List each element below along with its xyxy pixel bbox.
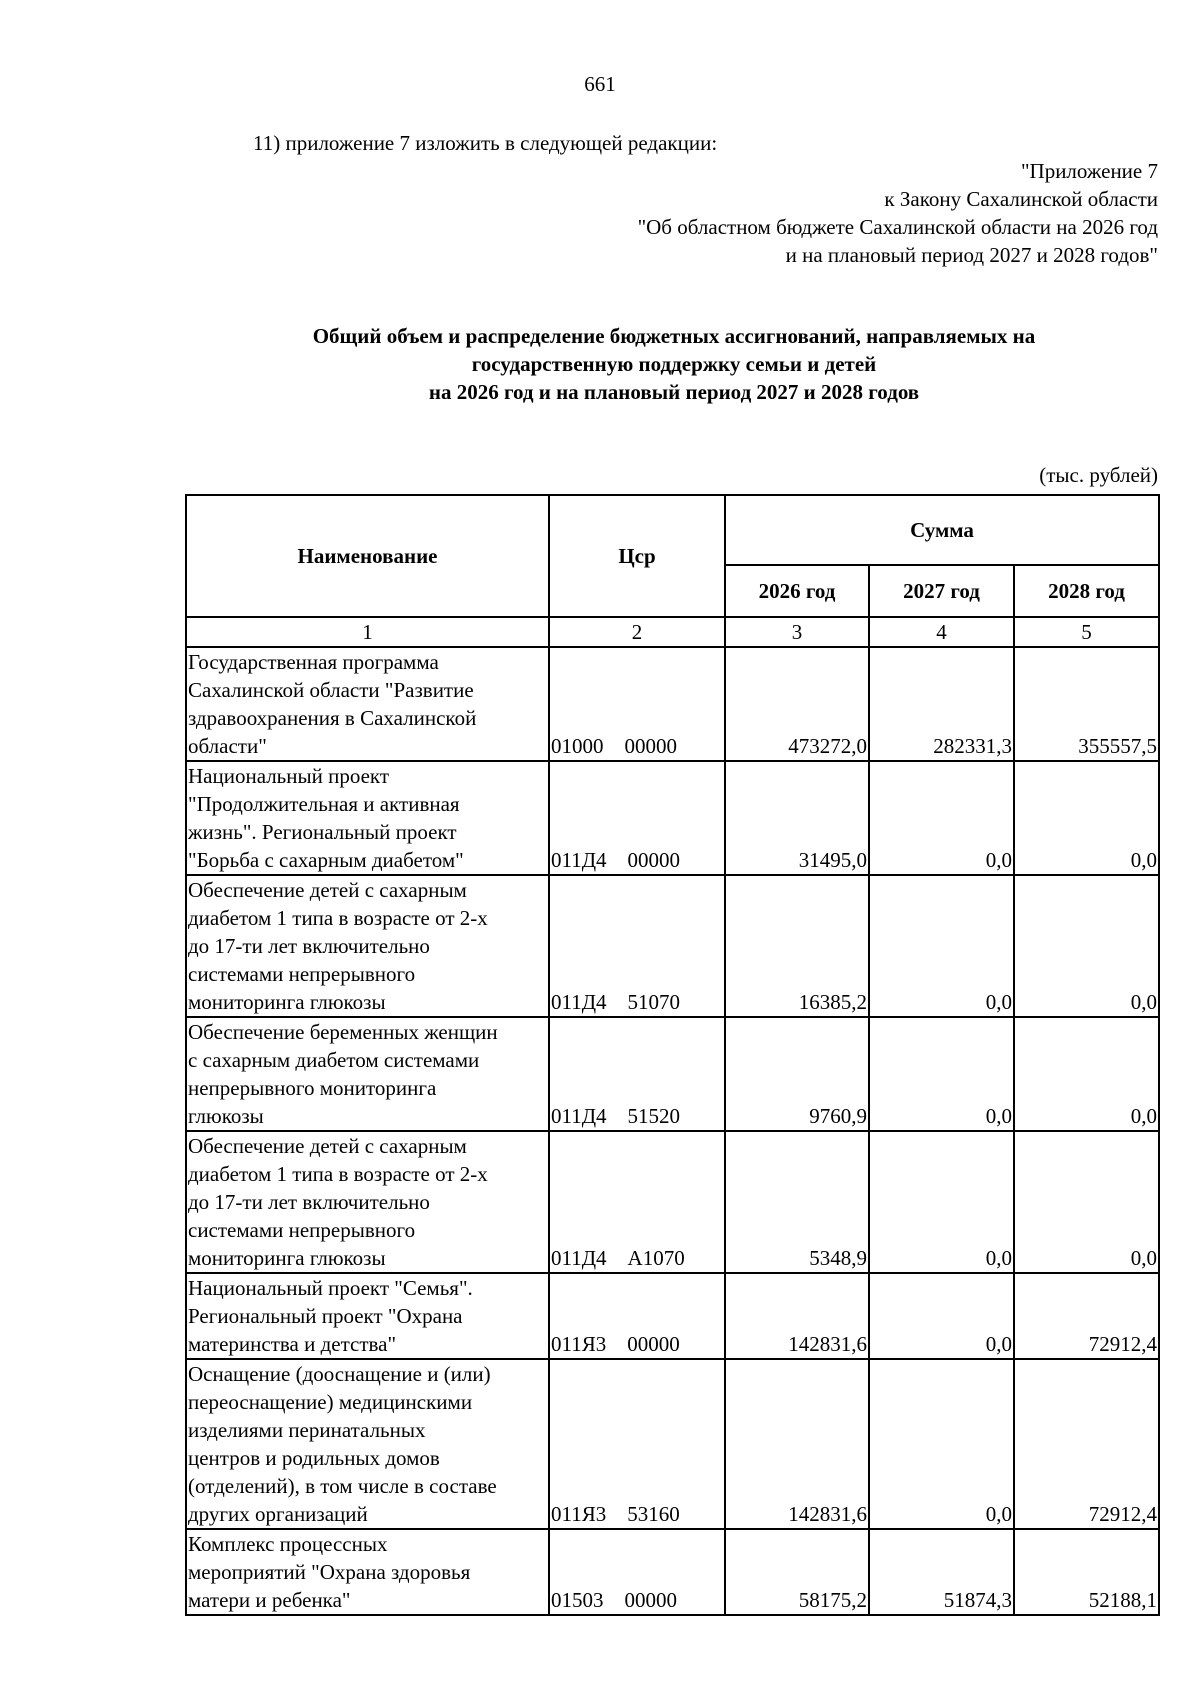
row-code-cell: 011Д4 00000 <box>549 761 725 875</box>
row-value-2027: 0,0 <box>869 1017 1014 1131</box>
column-number-row <box>186 617 1159 647</box>
row-value-2027: 0,0 <box>869 1359 1014 1529</box>
row-name-line: здравоохранения в Сахалинской <box>188 706 477 730</box>
row-value-2027: 0,0 <box>869 875 1014 1017</box>
appendix-line: "Об областном бюджете Сахалинской области на 2026 год <box>637 215 1158 239</box>
header-year-2026: 2026 год <box>725 565 869 617</box>
row-code-cell: 011Д4 51520 <box>549 1017 725 1131</box>
row-name-line: центров и родильных домов <box>188 1446 440 1470</box>
row-name-line: Комплекс процессных <box>188 1532 388 1556</box>
row-code-cell: 011Я3 00000 <box>549 1273 725 1359</box>
document-title <box>0 322 1200 406</box>
row-value-2026: 142831,6 <box>725 1273 869 1359</box>
column-number: 2 <box>549 617 725 647</box>
row-name-line: мероприятий "Охрана здоровья <box>188 1560 471 1584</box>
budget-table <box>185 494 1160 1616</box>
intro-text: 11) приложение 7 изложить в следующей редакции: <box>253 131 718 155</box>
row-name-line: Оснащение (дооснащение и (или) <box>188 1362 491 1386</box>
appendix-line: и на плановый период 2027 и 2028 годов" <box>785 243 1158 267</box>
column-number: 1 <box>186 617 549 647</box>
row-value-2027: 0,0 <box>869 761 1014 875</box>
row-value-2026: 31495,0 <box>725 761 869 875</box>
row-name-line: Национальный проект "Семья". <box>188 1276 473 1300</box>
row-name-cell <box>186 647 549 761</box>
row-code-cell: 011Д4 А1070 <box>549 1131 725 1273</box>
row-code-cell: 011Д4 51070 <box>549 875 725 1017</box>
row-value-2027: 51874,3 <box>869 1529 1014 1615</box>
row-name-line: области" <box>188 734 267 758</box>
row-name-line: мониторинга глюкозы <box>188 990 386 1014</box>
row-name-line: глюкозы <box>188 1104 264 1128</box>
table-row <box>186 875 1159 1017</box>
row-name-line: непрерывного мониторинга <box>188 1076 437 1100</box>
row-name-line: мониторинга глюкозы <box>188 1246 386 1270</box>
row-value-2027: 0,0 <box>869 1273 1014 1359</box>
row-value-2028: 0,0 <box>1014 1017 1159 1131</box>
row-name-line: "Борьба с сахарным диабетом" <box>188 848 464 872</box>
row-value-2027: 282331,3 <box>869 647 1014 761</box>
row-name-line: Сахалинской области "Развитие <box>188 678 474 702</box>
table-row <box>186 1359 1159 1529</box>
row-name-line: (отделений), в том числе в составе <box>188 1474 497 1498</box>
column-number: 5 <box>1014 617 1159 647</box>
row-value-2028: 52188,1 <box>1014 1529 1159 1615</box>
appendix-line: к Закону Сахалинской области <box>884 187 1158 211</box>
row-value-2028: 355557,5 <box>1014 647 1159 761</box>
row-name-line: до 17-ти лет включительно <box>188 934 430 958</box>
appendix-header <box>638 157 1158 269</box>
row-name-cell <box>186 761 549 875</box>
row-name-line: "Продолжительная и активная <box>188 792 460 816</box>
header-sum: Сумма <box>725 495 1159 565</box>
row-value-2026: 58175,2 <box>725 1529 869 1615</box>
row-code-cell: 01000 00000 <box>549 647 725 761</box>
row-value-2028: 0,0 <box>1014 875 1159 1017</box>
row-name-cell <box>186 1359 549 1529</box>
units-label: (тыс. рублей) <box>1039 463 1158 487</box>
row-value-2028: 0,0 <box>1014 761 1159 875</box>
table-row <box>186 647 1159 761</box>
column-number: 3 <box>725 617 869 647</box>
appendix-line: "Приложение 7 <box>1020 159 1158 183</box>
row-name-line: переоснащение) медицинскими <box>188 1390 473 1414</box>
row-name-cell <box>186 1529 549 1615</box>
row-name-line: Региональный проект "Охрана <box>188 1304 463 1328</box>
table-row <box>186 761 1159 875</box>
row-name-line: материнства и детства" <box>188 1332 397 1356</box>
row-value-2026: 473272,0 <box>725 647 869 761</box>
row-name-line: Обеспечение детей с сахарным <box>188 878 467 902</box>
row-name-line: жизнь". Региональный проект <box>188 820 457 844</box>
row-name-line: изделиями перинатальных <box>188 1418 426 1442</box>
row-name-cell <box>186 1273 549 1359</box>
header-year-2028: 2028 год <box>1014 565 1159 617</box>
table-row <box>186 1529 1159 1615</box>
column-number: 4 <box>869 617 1014 647</box>
row-name-cell <box>186 1131 549 1273</box>
row-name-line: системами непрерывного <box>188 1218 416 1242</box>
page-number: 661 <box>584 72 616 96</box>
row-name-line: системами непрерывного <box>188 962 416 986</box>
title-line: на 2026 год и на плановый период 2027 и 2028 годов <box>428 380 920 404</box>
row-value-2028: 72912,4 <box>1014 1273 1159 1359</box>
title-line: государственную поддержку семьи и детей <box>471 352 877 376</box>
row-value-2026: 142831,6 <box>725 1359 869 1529</box>
row-name-line: диабетом 1 типа в возрасте от 2-х <box>188 906 488 930</box>
header-year-2027: 2027 год <box>869 565 1014 617</box>
row-name-line: матери и ребенка" <box>188 1588 351 1612</box>
row-code-cell: 01503 00000 <box>549 1529 725 1615</box>
table-body <box>186 617 1159 1615</box>
header-name: Наименование <box>186 495 549 617</box>
row-name-line: диабетом 1 типа в возрасте от 2-х <box>188 1162 488 1186</box>
row-value-2026: 9760,9 <box>725 1017 869 1131</box>
row-name-line: Обеспечение детей с сахарным <box>188 1134 467 1158</box>
row-name-line: Государственная программа <box>188 650 439 674</box>
table-row <box>186 1273 1159 1359</box>
table-row <box>186 1017 1159 1131</box>
row-value-2026: 16385,2 <box>725 875 869 1017</box>
row-name-cell <box>186 875 549 1017</box>
row-name-line: до 17-ти лет включительно <box>188 1190 430 1214</box>
table-row <box>186 1131 1159 1273</box>
row-value-2027: 0,0 <box>869 1131 1014 1273</box>
row-name-line: с сахарным диабетом системами <box>188 1048 480 1072</box>
row-name-line: Обеспечение беременных женщин <box>188 1020 498 1044</box>
header-code: Цср <box>549 495 725 617</box>
row-code-cell: 011Я3 53160 <box>549 1359 725 1529</box>
row-name-line: Национальный проект <box>188 764 390 788</box>
row-value-2028: 72912,4 <box>1014 1359 1159 1529</box>
title-line: Общий объем и распределение бюджетных ассигнований, направляемых на <box>312 324 1036 348</box>
row-value-2026: 5348,9 <box>725 1131 869 1273</box>
row-name-cell <box>186 1017 549 1131</box>
row-name-line: других организаций <box>188 1502 368 1526</box>
row-value-2028: 0,0 <box>1014 1131 1159 1273</box>
